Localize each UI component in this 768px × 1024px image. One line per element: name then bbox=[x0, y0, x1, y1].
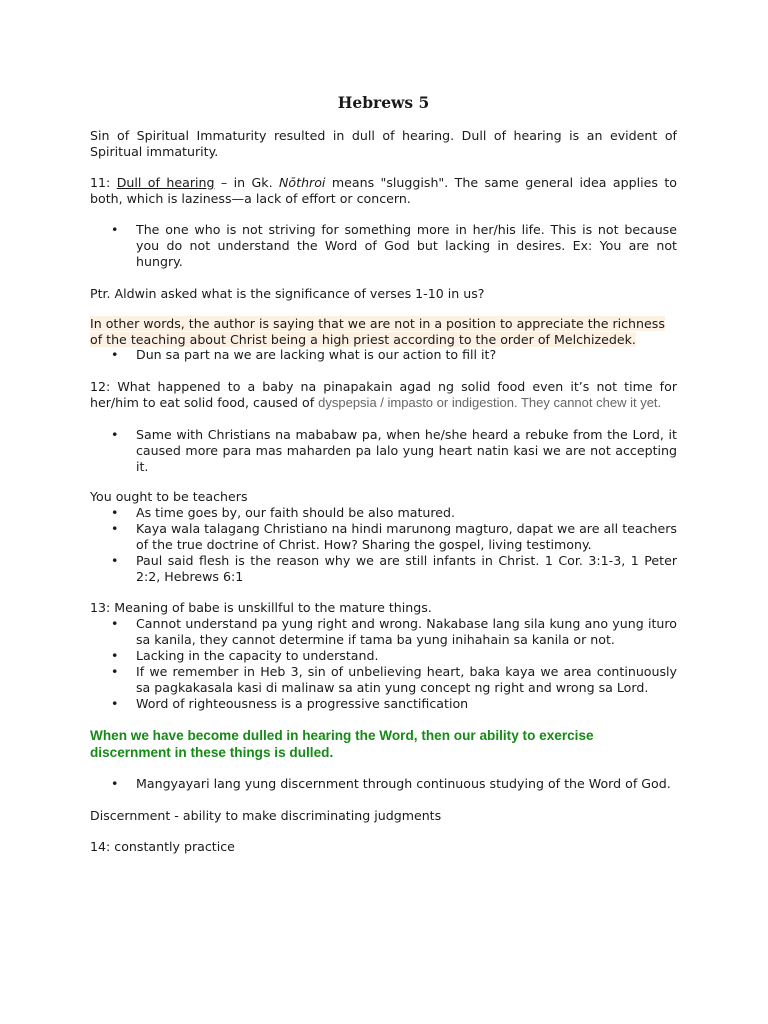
list-item: • Dun sa part na we are lacking what is our action to fill it? bbox=[90, 347, 677, 363]
teachers-heading: You ought to be teachers bbox=[90, 489, 248, 504]
other-words-paragraph bbox=[90, 316, 677, 348]
intro-paragraph: Sin of Spiritual Immaturity resulted in dull of hearing. Dull of hearing is an evident of Spiritual immaturity. bbox=[90, 128, 677, 159]
list-item: • Kaya wala talagang Christiano na hindi marunong magturo, dapat we are all teachers of the true doctrine of Christ. How? Sharing the gospel, living testimony. bbox=[90, 521, 677, 553]
page-title: Hebrews 5 bbox=[337, 93, 430, 112]
list-item: • The one who is not striving for something more in her/his life. This is not because you do not understand the Word of God but lacking in desires. Ex: You are not hungry. bbox=[90, 222, 677, 270]
verse-12-text: 12: What happened to a baby na pinapakain agad ng solid food even it’s not time for her/him to eat solid food, caused of bbox=[90, 379, 677, 410]
list-item: • Lacking in the capacity to understand. bbox=[90, 648, 677, 664]
list-item: • Same with Christians na mababaw pa, when he/she heard a rebuke from the Lord, it caused more para mas maharden pa lalo yung heart natin kasi we are not accepting it. bbox=[90, 427, 677, 475]
list-item: • Paul said flesh is the reason why we are still infants in Christ. 1 Cor. 3:1-3, 1 Peter 2:2, Hebrews 6:1 bbox=[90, 553, 677, 585]
list-item: • Mangyayari lang yung discernment through continuous studying of the Word of God. bbox=[90, 776, 677, 792]
discernment-definition: Discernment - ability to make discriminating judgments bbox=[90, 808, 442, 823]
verse-11-number: 11: bbox=[90, 175, 117, 190]
verse-11-paragraph bbox=[90, 175, 677, 207]
verse-11-rest: means "sluggish". The same general idea applies to both, which is laziness—a lack of effort or concern. bbox=[90, 175, 677, 206]
verse-13-list bbox=[90, 616, 677, 712]
verse-14-line: 14: constantly practice bbox=[90, 839, 235, 854]
highlighted-text: In other words, the author is saying that we are not in a position to appreciate the richness of the teaching about Christ being a high priest according to the order of Melchizedek. bbox=[90, 316, 665, 347]
other-words-list bbox=[90, 347, 677, 363]
verse-13-heading: 13: Meaning of babe is unskillful to the mature things. bbox=[90, 600, 432, 615]
verse-11-list bbox=[90, 222, 677, 270]
verse-11-mid: – in Gk. bbox=[214, 175, 279, 190]
list-item: • As time goes by, our faith should be also matured. bbox=[90, 505, 677, 521]
verse-12-list bbox=[90, 427, 677, 475]
green-emphasis-paragraph: When we have become dulled in hearing the Word, then our ability to exercise discernment in these things is dulled. bbox=[90, 728, 594, 760]
verse-12-gray-text: dyspepsia / impasto or indigestion. They cannot chew it yet. bbox=[318, 395, 662, 410]
dull-of-hearing-term: Dull of hearing bbox=[116, 175, 215, 190]
aldwin-question: Ptr. Aldwin asked what is the significance of verses 1-10 in us? bbox=[90, 286, 485, 301]
discernment-list bbox=[90, 776, 677, 792]
greek-word: Nōthroi bbox=[279, 175, 326, 190]
teachers-list bbox=[90, 505, 677, 585]
list-item: • Cannot understand pa yung right and wrong. Nakabase lang sila kung ano yung ituro sa kanila, they cannot determine if tama ba yung inihahain sa kanila or not. bbox=[90, 616, 677, 648]
list-item: • If we remember in Heb 3, sin of unbelieving heart, baka kaya we area continuously sa pagkakasala kasi di malinaw sa atin yung concept ng right and wrong sa Lord. bbox=[90, 664, 677, 696]
list-item: • Word of righteousness is a progressive sanctification bbox=[90, 696, 677, 712]
verse-12-paragraph bbox=[90, 379, 677, 411]
